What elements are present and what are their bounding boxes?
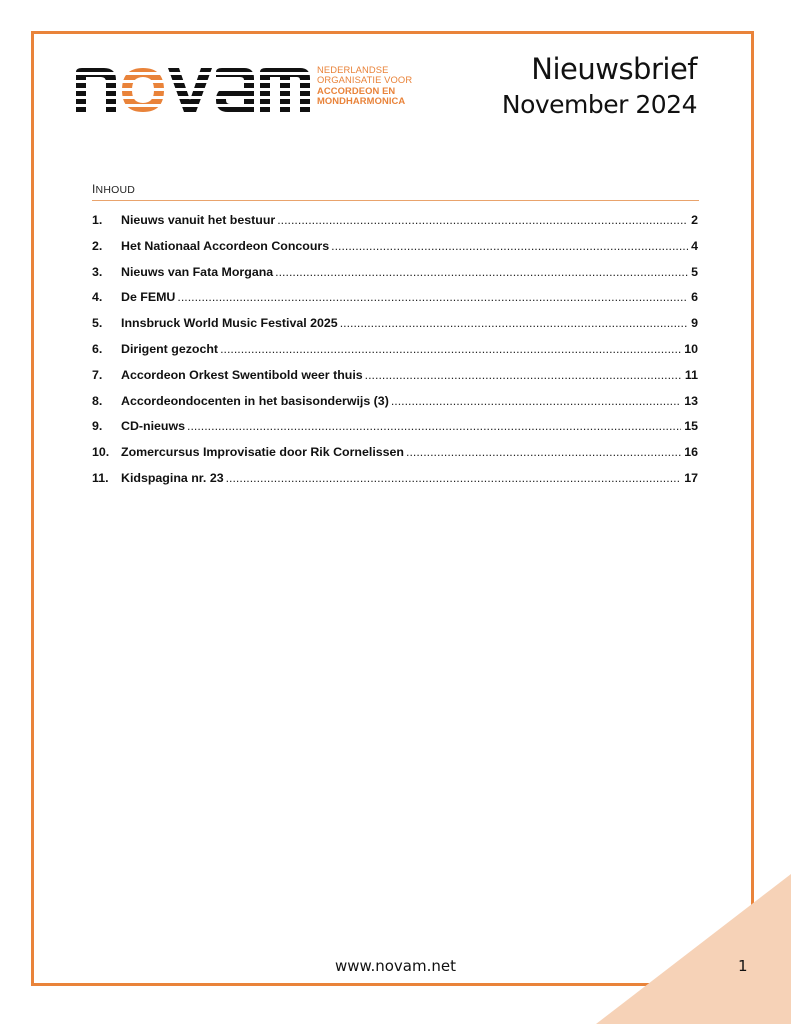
toc-entry[interactable] [92,419,698,445]
newsletter-edition: November 2024 [501,90,697,119]
toc-entry[interactable] [92,316,698,342]
toc-entry-number: 4. [92,290,103,305]
toc-entry[interactable] [92,394,698,420]
toc-entry-page: 13 [684,393,698,408]
logo-tagline [317,65,417,107]
corner-decoration [596,874,791,1024]
toc-dot-leader [226,471,682,485]
toc-entry-page: 11 [684,367,698,382]
toc-entry-number: 8. [92,393,103,408]
toc-dot-leader [275,265,688,279]
toc-entry-title[interactable]: Innsbruck World Music Festival 2025 [121,316,338,331]
toc-entry-title[interactable]: Accordeondocenten in het basisonderwijs (3) [121,393,389,408]
toc-entry-number: 1. [92,213,103,227]
toc-entry[interactable] [92,239,698,265]
toc-entry[interactable] [92,445,698,471]
toc-entry-page: 2 [691,213,698,227]
toc-entry-title[interactable]: Zomercursus Improvisatie door Rik Cornelissen [121,445,405,460]
toc-entry-number: 9. [92,419,103,434]
toc-dot-leader [220,342,681,356]
toc-entry-number: 10. [92,445,110,460]
table-of-contents [92,213,698,497]
toc-entry[interactable] [92,342,698,368]
toc-entry-page: 5 [691,264,698,279]
novam-logo [74,62,414,114]
toc-entry[interactable] [92,471,698,497]
toc-entry-title[interactable]: Kidspagina nr. 23 [121,470,224,485]
toc-entry-page: 4 [691,238,698,253]
tagline-line-2: ORGANISATIE VOOR [317,74,413,86]
tagline-line-1: NEDERLANDSE [317,64,389,75]
page-border [31,31,754,986]
toc-entry-number: 7. [92,367,103,382]
toc-dot-leader [365,368,682,382]
logo-wordmark [74,64,310,112]
toc-entry[interactable] [92,213,698,239]
toc-entry-number: 5. [92,316,103,331]
toc-entry-title[interactable]: Dirigent gezocht [121,341,219,356]
footer-website-link[interactable]: www.novam.net [335,957,456,975]
toc-entry[interactable] [92,265,698,291]
toc-dot-leader [331,239,688,253]
toc-entry-page: 10 [684,341,698,356]
toc-entry-title[interactable]: Nieuws vanuit het bestuur [121,213,276,227]
toc-dot-leader [187,419,681,433]
toc-entry-title[interactable]: Accordeon Orkest Swentibold weer thuis [121,367,363,382]
toc-entry-title[interactable]: Nieuws van Fata Morgana [121,264,274,279]
toc-heading [92,182,699,201]
toc-dot-leader [177,290,688,304]
page-number: 1 [738,957,748,975]
toc-entry-number: 6. [92,341,103,356]
toc-entry-page: 17 [684,470,698,485]
newsletter-title: Nieuwsbrief [531,52,697,86]
toc-dot-leader [391,394,681,408]
toc-entry[interactable] [92,368,698,394]
toc-entry-title[interactable]: CD-nieuws [121,419,186,434]
toc-entry-page: 9 [691,316,698,331]
tagline-line-3: ACCORDEON EN [317,84,396,96]
toc-entry-number: 3. [92,264,103,279]
toc-entry-title[interactable]: Het Nationaal Accordeon Concours [121,238,330,253]
toc-entry-page: 6 [691,290,698,305]
toc-dot-leader [277,213,688,227]
toc-entry-number: 11. [92,470,109,485]
tagline-line-4: MONDHARMONICA [317,95,406,107]
toc-dot-leader [406,445,681,459]
toc-entry-page: 15 [684,419,698,434]
toc-dot-leader [340,316,688,330]
toc-heading-text: INHOUD [92,182,136,196]
toc-entry-number: 2. [92,238,103,253]
toc-entry-page: 16 [684,445,698,460]
newsletter-title-block [502,50,697,122]
toc-entry[interactable] [92,290,698,316]
toc-entry-title[interactable]: De FEMU [121,290,176,305]
